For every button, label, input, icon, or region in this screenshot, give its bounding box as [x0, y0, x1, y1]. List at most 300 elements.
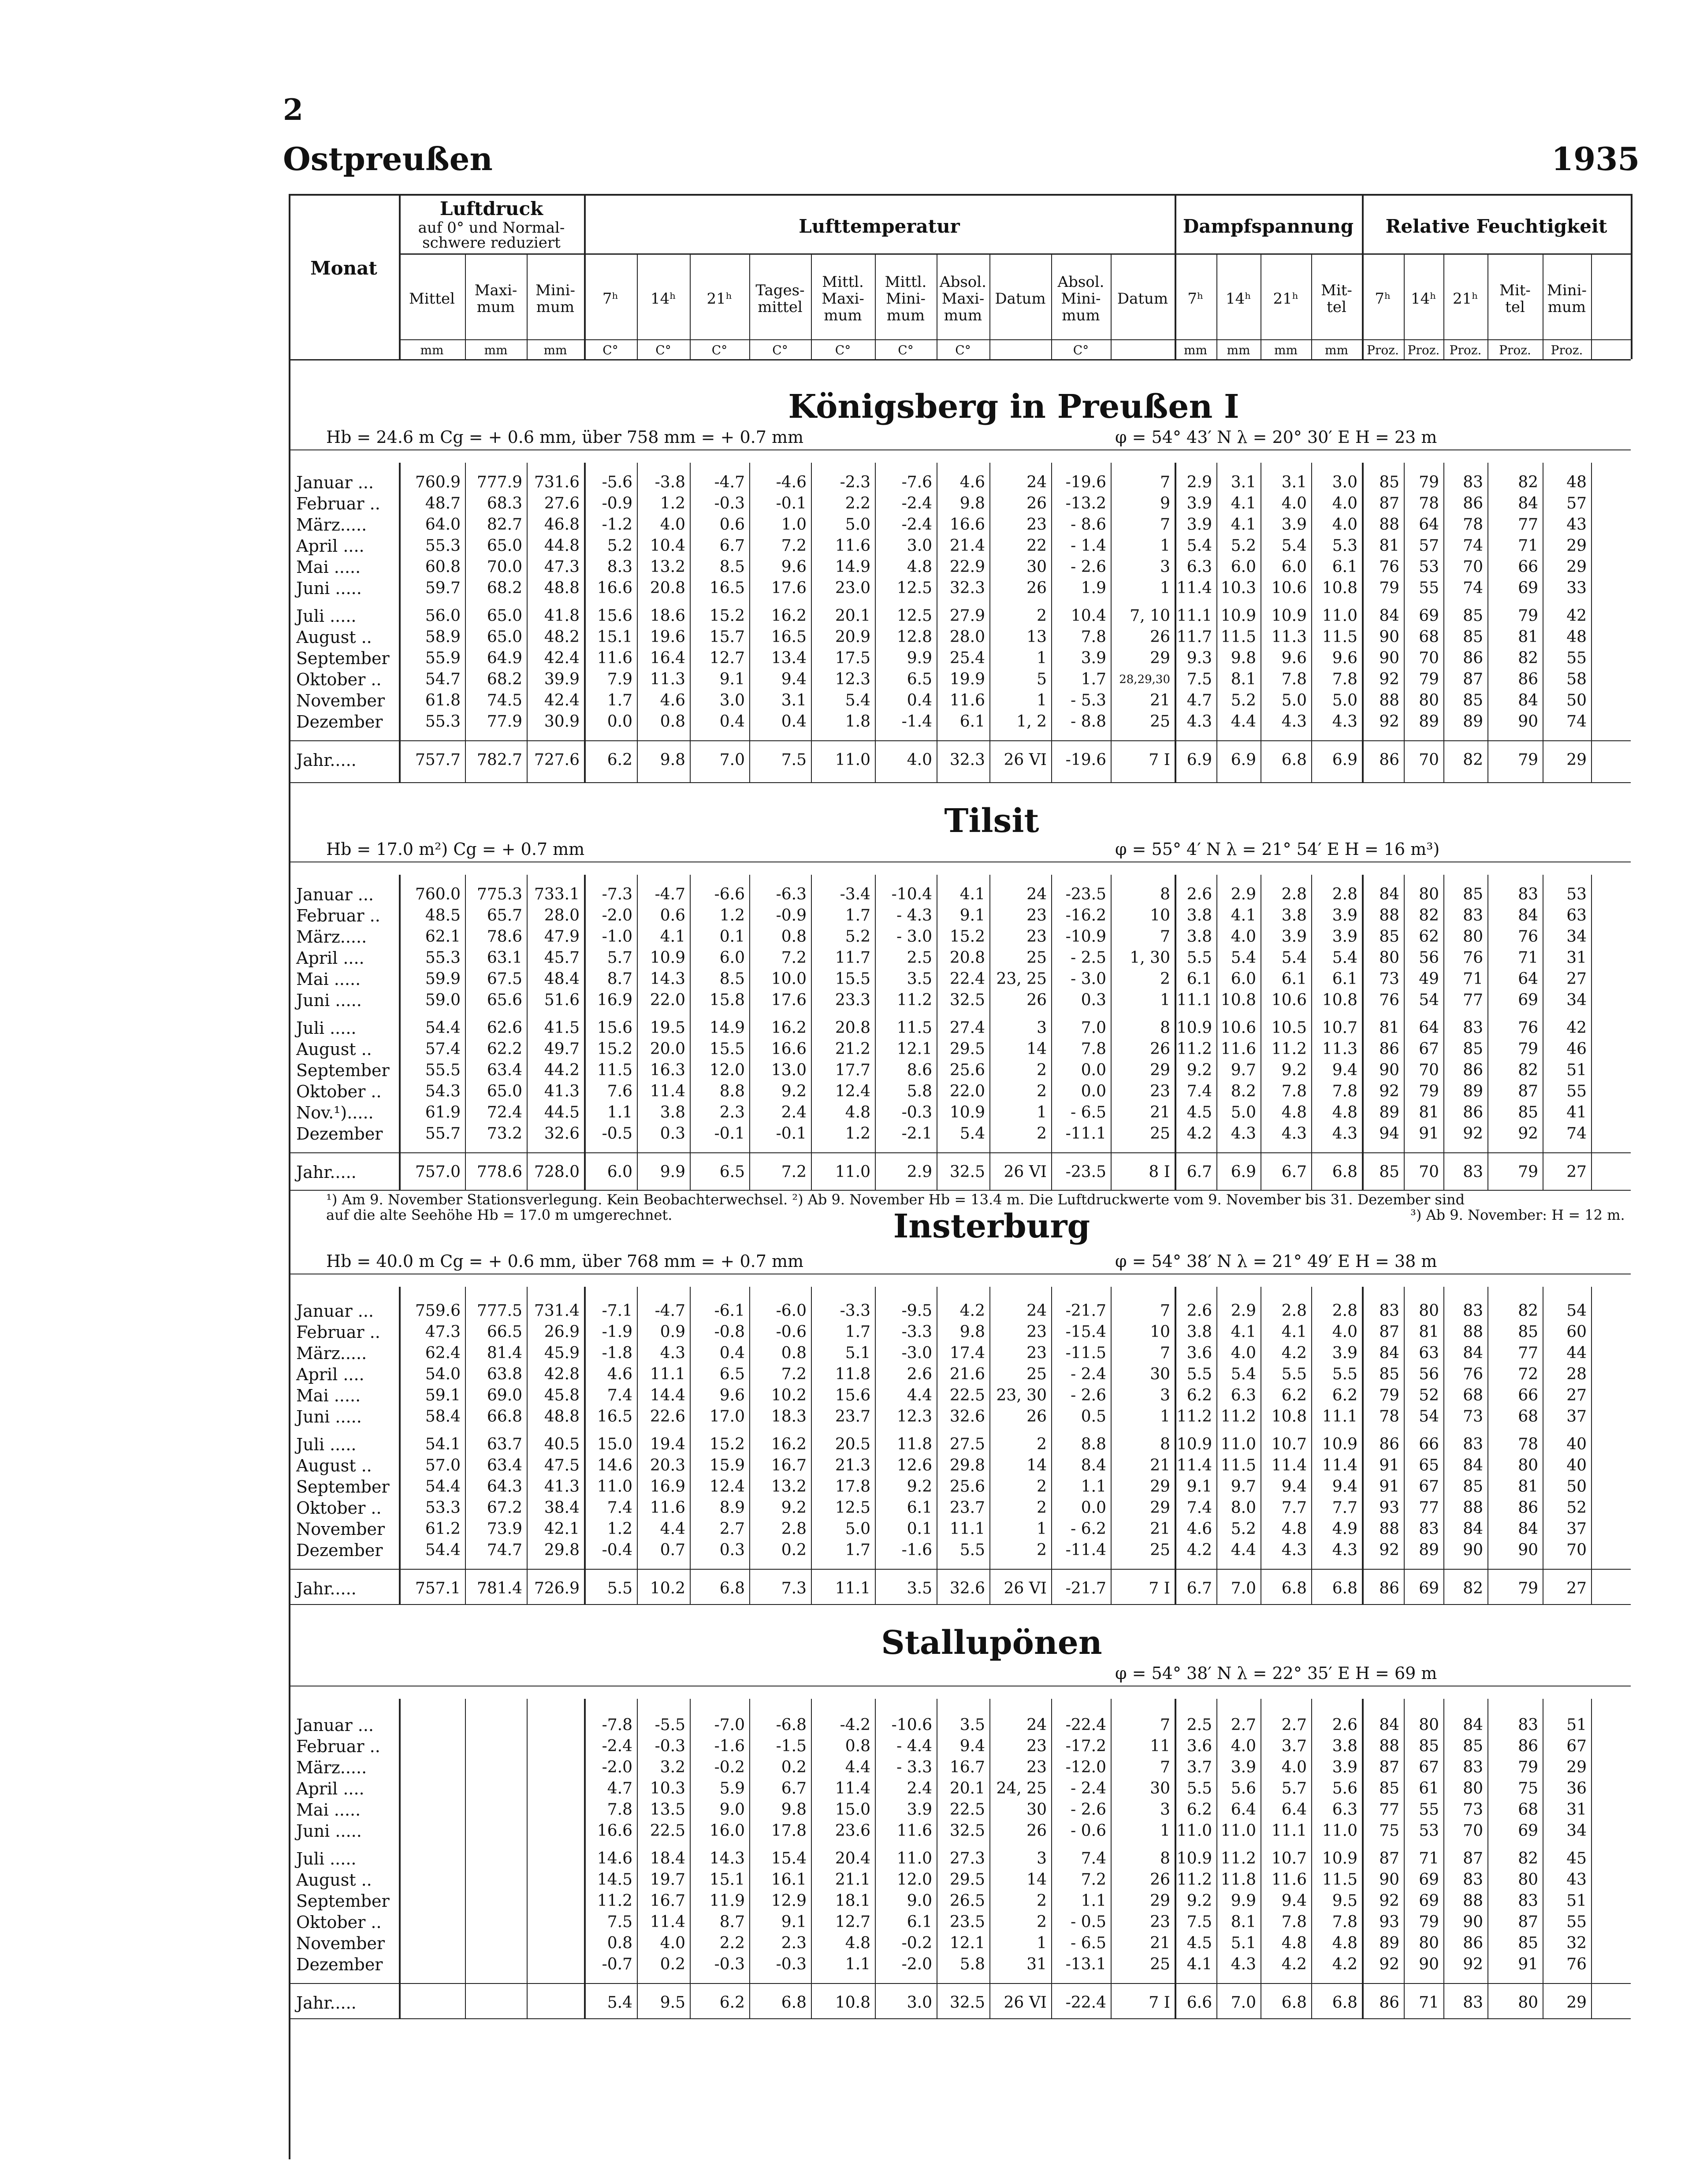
data-cell: 6.9 — [1332, 751, 1357, 769]
data-cell: 7.2 — [1081, 1871, 1106, 1889]
data-cell: 6.3 — [1186, 558, 1212, 576]
header-col: Mittel — [409, 290, 455, 308]
data-cell: 8 I — [1149, 1163, 1170, 1181]
data-cell: 2 — [1037, 1913, 1047, 1931]
data-cell: 10.8 — [1322, 991, 1357, 1009]
data-cell: 26.5 — [949, 1892, 985, 1910]
data-cell: 23.7 — [949, 1499, 985, 1517]
data-cell: 79 — [1419, 473, 1439, 491]
data-cell: 2.9 — [1231, 1302, 1256, 1320]
data-cell: 7.7 — [1281, 1499, 1307, 1517]
data-cell: 69 — [1419, 607, 1439, 625]
data-cell: 6.9 — [1231, 1163, 1256, 1181]
month-label: März..... — [296, 515, 367, 535]
data-cell: 7 — [1160, 516, 1170, 534]
data-cell: 79 — [1518, 1163, 1538, 1181]
header-unit: Proz. — [1551, 343, 1583, 357]
data-cell: 8 — [1160, 1850, 1170, 1868]
data-cell: 41.3 — [544, 1478, 580, 1496]
data-cell: 88 — [1379, 1520, 1399, 1538]
data-cell: 2.8 — [1332, 1302, 1357, 1320]
data-cell: 8.5 — [719, 970, 745, 988]
data-cell: 25 — [1026, 1365, 1047, 1383]
data-cell: 8.7 — [607, 970, 632, 988]
data-cell: 42.1 — [544, 1520, 580, 1538]
data-cell: 92 — [1379, 1955, 1399, 1973]
data-cell: 1.2 — [719, 906, 745, 925]
data-cell: -10.9 — [1065, 928, 1106, 946]
data-cell: 4.0 — [1281, 494, 1307, 513]
data-cell: 55.7 — [425, 1125, 461, 1143]
data-cell: 26 — [1026, 991, 1047, 1009]
data-cell: 25.6 — [949, 1478, 985, 1496]
data-cell: 9.1 — [1186, 1478, 1212, 1496]
data-cell: 6.5 — [719, 1365, 745, 1383]
header-unit: mm — [1227, 343, 1250, 357]
data-cell: 14.6 — [597, 1456, 632, 1475]
data-cell: 0.8 — [781, 1344, 807, 1362]
data-cell: -6.3 — [776, 885, 807, 903]
data-cell: 89 — [1463, 713, 1483, 731]
data-cell: 79 — [1518, 1040, 1538, 1058]
data-cell: 4.3 — [1186, 713, 1212, 731]
data-cell: 4.6 — [1186, 1520, 1212, 1538]
data-cell: 69 — [1518, 579, 1538, 597]
data-cell: 79 — [1419, 1082, 1439, 1100]
data-cell: 20.1 — [835, 607, 870, 625]
data-cell: 4.1 — [1231, 516, 1256, 534]
month-label: Dezember — [296, 712, 383, 732]
month-label: Mai ..... — [296, 1800, 361, 1820]
data-cell: 11.2 — [1220, 1850, 1256, 1868]
data-cell: 1, 2 — [1016, 713, 1047, 731]
data-cell: 2.9 — [1186, 473, 1212, 491]
header-unit: C° — [711, 343, 728, 357]
data-cell: 16.2 — [771, 1435, 807, 1453]
data-cell: 12.1 — [896, 1040, 932, 1058]
data-cell: 41.8 — [544, 607, 580, 625]
data-cell: 79 — [1518, 1579, 1538, 1597]
data-cell: 83 — [1379, 1302, 1399, 1320]
data-cell: 26 VI — [1004, 1994, 1047, 2012]
data-cell: 9.8 — [1231, 649, 1256, 667]
data-cell: 4.0 — [1231, 928, 1256, 946]
data-cell: 7.7 — [1332, 1499, 1357, 1517]
rule-line — [875, 463, 876, 782]
rule-line — [465, 253, 466, 359]
data-cell: 48.2 — [544, 628, 580, 646]
data-cell: 10.2 — [650, 1579, 685, 1597]
data-cell: 11.0 — [1220, 1822, 1256, 1840]
data-cell: 51 — [1566, 1061, 1587, 1079]
data-cell: 61 — [1419, 1779, 1439, 1798]
data-cell: 86 — [1518, 1499, 1538, 1517]
data-cell: 5.0 — [1231, 1103, 1256, 1122]
data-cell: 66.8 — [487, 1408, 522, 1426]
data-cell: 0.0 — [607, 713, 632, 731]
header-col: 14ʰ — [1226, 290, 1251, 308]
header-col: Mit- tel — [1499, 281, 1531, 316]
data-cell: 62.4 — [425, 1344, 461, 1362]
data-cell: 84 — [1518, 691, 1538, 709]
data-cell: 71 — [1518, 949, 1538, 967]
data-cell: 14.3 — [709, 1850, 745, 1868]
data-cell: 93 — [1379, 1913, 1399, 1931]
data-cell: 26 — [1150, 1040, 1170, 1058]
month-label: August .. — [296, 1456, 372, 1475]
data-cell: -1.0 — [602, 928, 632, 946]
header-unit: Proz. — [1407, 343, 1440, 357]
data-cell: 6.2 — [1186, 1801, 1212, 1819]
rule-line — [465, 1287, 466, 1604]
data-cell: 10.0 — [771, 970, 807, 988]
data-cell: 11.0 — [1322, 1822, 1357, 1840]
data-cell: 91 — [1379, 1478, 1399, 1496]
data-cell: 3.8 — [1186, 1323, 1212, 1341]
data-cell: 70 — [1419, 649, 1439, 667]
data-cell: 84 — [1518, 494, 1538, 513]
rule-line — [690, 1287, 691, 1604]
data-cell: 32.6 — [949, 1408, 985, 1426]
data-cell: 44 — [1566, 1344, 1587, 1362]
data-cell: 85 — [1419, 1737, 1439, 1755]
data-cell: 15.8 — [709, 991, 745, 1009]
data-cell: 16.9 — [650, 1478, 685, 1496]
data-cell: -2.4 — [901, 516, 932, 534]
data-cell: 2.8 — [1332, 885, 1357, 903]
data-cell: 10.8 — [835, 1994, 870, 2012]
data-cell: 69 — [1419, 1892, 1439, 1910]
data-cell: 1.2 — [660, 494, 685, 513]
data-cell: 3.8 — [1186, 928, 1212, 946]
data-cell: 23.3 — [835, 991, 870, 1009]
data-cell: 15.2 — [597, 1040, 632, 1058]
data-cell: 44.2 — [544, 1061, 580, 1079]
data-cell: 79 — [1379, 579, 1399, 597]
data-cell: 70 — [1463, 558, 1483, 576]
data-cell: 77.9 — [487, 713, 522, 731]
data-cell: -0.1 — [714, 1125, 745, 1143]
data-cell: - 0.5 — [1071, 1913, 1106, 1931]
data-cell: 20.8 — [650, 579, 685, 597]
data-cell: 7.5 — [1186, 670, 1212, 688]
rule-line — [1404, 253, 1405, 359]
data-cell: 0.6 — [660, 906, 685, 925]
rule-line — [1362, 194, 1364, 359]
data-cell: -4.6 — [776, 473, 807, 491]
data-cell: 10.9 — [1176, 1435, 1212, 1453]
data-cell: - 2.5 — [1071, 949, 1106, 967]
data-cell: 9.4 — [1332, 1061, 1357, 1079]
data-cell: - 0.6 — [1071, 1822, 1106, 1840]
data-cell: 54.4 — [425, 1019, 461, 1037]
rule-line — [1487, 463, 1488, 782]
data-cell: 81 — [1518, 1478, 1538, 1496]
data-cell: 1.7 — [607, 691, 632, 709]
data-cell: 67 — [1566, 1737, 1587, 1755]
data-cell: 10.9 — [1271, 607, 1307, 625]
data-cell: -2.0 — [602, 906, 632, 925]
data-cell: 55.9 — [425, 649, 461, 667]
data-cell: 15.1 — [709, 1871, 745, 1889]
data-cell: 23 — [1026, 1323, 1047, 1341]
data-cell: 9.3 — [1186, 649, 1212, 667]
data-cell: 6.5 — [907, 670, 932, 688]
data-cell: 62 — [1419, 928, 1439, 946]
data-cell: 15.7 — [709, 628, 745, 646]
data-cell: 86 — [1379, 1040, 1399, 1058]
header-unit: mm — [1324, 343, 1349, 357]
data-cell: 7.3 — [781, 1579, 807, 1597]
header-col: Mit- tel — [1321, 281, 1352, 316]
rule-line — [749, 253, 750, 359]
data-cell: 4.3 — [1231, 1125, 1256, 1143]
data-cell: 92 — [1518, 1125, 1538, 1143]
data-cell: 3 — [1037, 1850, 1047, 1868]
data-cell: 40 — [1566, 1435, 1587, 1453]
data-cell: 6.2 — [607, 751, 632, 769]
data-cell: 12.3 — [835, 670, 870, 688]
data-cell: 83 — [1419, 1520, 1439, 1538]
data-cell: 92 — [1379, 670, 1399, 688]
data-cell: 9.1 — [781, 1913, 807, 1931]
data-cell: 11.3 — [1271, 628, 1307, 646]
data-cell: -2.3 — [840, 473, 870, 491]
data-cell: 78.6 — [487, 928, 522, 946]
month-label: März..... — [296, 927, 367, 947]
rule-line — [749, 875, 750, 1190]
data-cell: 71 — [1463, 970, 1483, 988]
data-cell: 86 — [1379, 1435, 1399, 1453]
month-label: Oktober .. — [296, 1913, 382, 1932]
data-cell: 11.6 — [835, 537, 870, 555]
data-cell: - 3.3 — [896, 1758, 932, 1776]
rule-line — [1216, 1287, 1217, 1604]
data-cell: 67.2 — [487, 1499, 522, 1517]
data-cell: 83 — [1463, 1871, 1483, 1889]
data-cell: 5.0 — [845, 1520, 870, 1538]
data-cell: 6.9 — [1186, 751, 1212, 769]
data-cell: 29 — [1150, 1892, 1170, 1910]
data-cell: -2.0 — [602, 1758, 632, 1776]
data-cell: 11.1 — [1176, 991, 1212, 1009]
data-cell: 64.0 — [425, 516, 461, 534]
rule-line — [1362, 253, 1631, 255]
data-cell: 15.5 — [709, 1040, 745, 1058]
header-col: 7ʰ — [1187, 290, 1204, 308]
data-cell: 5 — [1037, 670, 1047, 688]
rule-line — [1051, 1699, 1052, 2018]
data-cell: 8.3 — [607, 558, 632, 576]
data-cell: 75 — [1518, 1779, 1538, 1798]
data-cell: 7.4 — [1186, 1499, 1212, 1517]
data-cell: 26 — [1026, 1822, 1047, 1840]
rule-line — [1362, 875, 1364, 1190]
data-cell: 9 — [1160, 494, 1170, 513]
data-cell: 71 — [1518, 537, 1538, 555]
rule-line — [1443, 463, 1444, 782]
rule-line — [1111, 1287, 1112, 1604]
data-cell: 8.1 — [1231, 670, 1256, 688]
data-cell: 73 — [1379, 970, 1399, 988]
month-label: August .. — [296, 628, 372, 647]
data-cell: 6.8 — [1332, 1163, 1357, 1181]
data-cell: 9.4 — [959, 1737, 985, 1755]
data-cell: 4.3 — [1281, 713, 1307, 731]
data-cell: 11.1 — [650, 1365, 685, 1383]
data-cell: 23 — [1026, 906, 1047, 925]
data-cell: 29 — [1566, 1758, 1587, 1776]
rule-line — [1443, 1699, 1444, 2018]
data-cell: 92 — [1463, 1125, 1483, 1143]
data-cell: -0.1 — [776, 1125, 807, 1143]
data-cell: 26 — [1150, 628, 1170, 646]
header-luftdruck: Luftdruck — [439, 198, 543, 219]
rule-line — [1404, 875, 1405, 1190]
data-cell: 59.0 — [425, 991, 461, 1009]
data-cell: 12.5 — [896, 579, 932, 597]
data-cell: 84 — [1463, 1716, 1483, 1734]
data-cell: 4.4 — [1231, 713, 1256, 731]
data-cell: 42.4 — [544, 649, 580, 667]
data-cell: 92 — [1379, 1892, 1399, 1910]
rule-line — [637, 875, 638, 1190]
data-cell: 13.5 — [650, 1801, 685, 1819]
data-cell: 1 — [1160, 579, 1170, 597]
data-cell: 9.2 — [907, 1478, 932, 1496]
station-title: Tilsit — [944, 802, 1039, 840]
header-unit: mm — [484, 343, 508, 357]
rule-line — [1311, 875, 1312, 1190]
rule-line — [1591, 875, 1592, 1190]
data-cell: 94 — [1379, 1125, 1399, 1143]
station-meta-right: φ = 54° 38′ N λ = 22° 35′ E H = 69 m — [1115, 1664, 1437, 1683]
data-cell: 2.3 — [781, 1934, 807, 1952]
data-cell: - 4.3 — [896, 906, 932, 925]
region-title: Ostpreußen — [283, 140, 493, 178]
data-cell: 16.5 — [597, 1408, 632, 1426]
data-cell: 83 — [1463, 1994, 1483, 2012]
rule-line — [399, 1699, 401, 2018]
data-cell: 5.7 — [607, 949, 632, 967]
data-cell: 16.0 — [709, 1822, 745, 1840]
rule-line — [1311, 253, 1312, 359]
data-cell: 1.1 — [1081, 1892, 1106, 1910]
data-cell: 3.5 — [907, 1579, 932, 1597]
data-cell: 9.2 — [781, 1082, 807, 1100]
rule-line — [1311, 463, 1312, 782]
data-cell: 53 — [1566, 885, 1587, 903]
data-cell: 2.4 — [781, 1103, 807, 1122]
footnote: ³) Ab 9. November: H = 12 m. — [1410, 1207, 1625, 1223]
data-cell: 16.1 — [771, 1871, 807, 1889]
rule-line — [1311, 1699, 1312, 2018]
data-cell: 54 — [1566, 1302, 1587, 1320]
data-cell: 782.7 — [476, 751, 522, 769]
data-cell: 11.8 — [1220, 1871, 1256, 1889]
data-cell: 5.7 — [1281, 1779, 1307, 1798]
data-cell: -17.2 — [1065, 1737, 1106, 1755]
month-label: August .. — [296, 1870, 372, 1890]
data-cell: 21.2 — [835, 1040, 870, 1058]
data-cell: 76 — [1379, 558, 1399, 576]
data-cell: 4.8 — [1332, 1103, 1357, 1122]
data-cell: -5.5 — [654, 1716, 685, 1734]
data-cell: 74 — [1463, 579, 1483, 597]
data-cell: 11.2 — [1176, 1871, 1212, 1889]
data-cell: 76 — [1379, 991, 1399, 1009]
data-cell: 23 — [1026, 516, 1047, 534]
data-cell: 87 — [1379, 1850, 1399, 1868]
data-cell: 63.4 — [487, 1061, 522, 1079]
data-cell: 17.7 — [835, 1061, 870, 1079]
data-cell: 4.1 — [1231, 494, 1256, 513]
data-cell: 88 — [1379, 516, 1399, 534]
rule-line — [1175, 463, 1176, 782]
data-cell: -1.9 — [602, 1323, 632, 1341]
data-cell: 3.9 — [1281, 928, 1307, 946]
data-cell: 4.8 — [1332, 1934, 1357, 1952]
data-cell: 62.2 — [487, 1040, 522, 1058]
data-cell: 10.4 — [650, 537, 685, 555]
data-cell: 90 — [1463, 1541, 1483, 1559]
month-label: November — [296, 1519, 385, 1539]
rule-line — [1216, 875, 1217, 1190]
data-cell: 32.3 — [949, 751, 985, 769]
data-cell: 5.5 — [1186, 1779, 1212, 1798]
station-meta-right: φ = 54° 43′ N λ = 20° 30′ E H = 23 m — [1115, 427, 1437, 447]
data-cell: 9.2 — [1186, 1892, 1212, 1910]
data-cell: -0.9 — [776, 906, 807, 925]
data-cell: 81 — [1379, 1019, 1399, 1037]
data-cell: 3.6 — [1186, 1344, 1212, 1362]
rule-line — [1443, 875, 1444, 1190]
data-cell: -0.4 — [602, 1541, 632, 1559]
data-cell: 20.5 — [835, 1435, 870, 1453]
month-label: Februar .. — [296, 906, 380, 925]
data-cell: 10.8 — [1271, 1408, 1307, 1426]
header-unit: mm — [420, 343, 444, 357]
data-cell: 19.9 — [949, 670, 985, 688]
data-cell: 61.9 — [425, 1103, 461, 1122]
data-cell: 55 — [1566, 649, 1587, 667]
data-cell: -15.4 — [1065, 1323, 1106, 1341]
data-cell: 7.5 — [1186, 1913, 1212, 1931]
data-cell: 5.4 — [1281, 537, 1307, 555]
data-cell: 90 — [1518, 713, 1538, 731]
rule-line — [1591, 1699, 1592, 2018]
data-cell: 86 — [1518, 1737, 1538, 1755]
data-cell: 9.0 — [719, 1801, 745, 1819]
data-cell: 7.8 — [1281, 1913, 1307, 1931]
data-cell: 36 — [1566, 1779, 1587, 1798]
data-cell: 76 — [1518, 928, 1538, 946]
footnote: ¹) Am 9. November Stationsverlegung. Kein Beobachterwechsel. ²) Ab 9. November Hb = 13.4 m. Die Luftdruckwerte vom 9. November bis 31. Dezember sind — [326, 1191, 1465, 1208]
data-cell: 86 — [1379, 751, 1399, 769]
data-cell: -11.5 — [1065, 1344, 1106, 1362]
data-cell: 54.4 — [425, 1541, 461, 1559]
data-cell: 11.4 — [1322, 1456, 1357, 1475]
data-cell: 29 — [1150, 649, 1170, 667]
rule-line — [527, 253, 528, 359]
data-cell: - 1.4 — [1071, 537, 1106, 555]
data-cell: 9.2 — [1281, 1061, 1307, 1079]
data-cell: 12.7 — [835, 1913, 870, 1931]
data-cell: 727.6 — [534, 751, 580, 769]
data-cell: 6.0 — [1231, 558, 1256, 576]
data-cell: 7.0 — [1081, 1019, 1106, 1037]
data-cell: 64 — [1419, 1019, 1439, 1037]
